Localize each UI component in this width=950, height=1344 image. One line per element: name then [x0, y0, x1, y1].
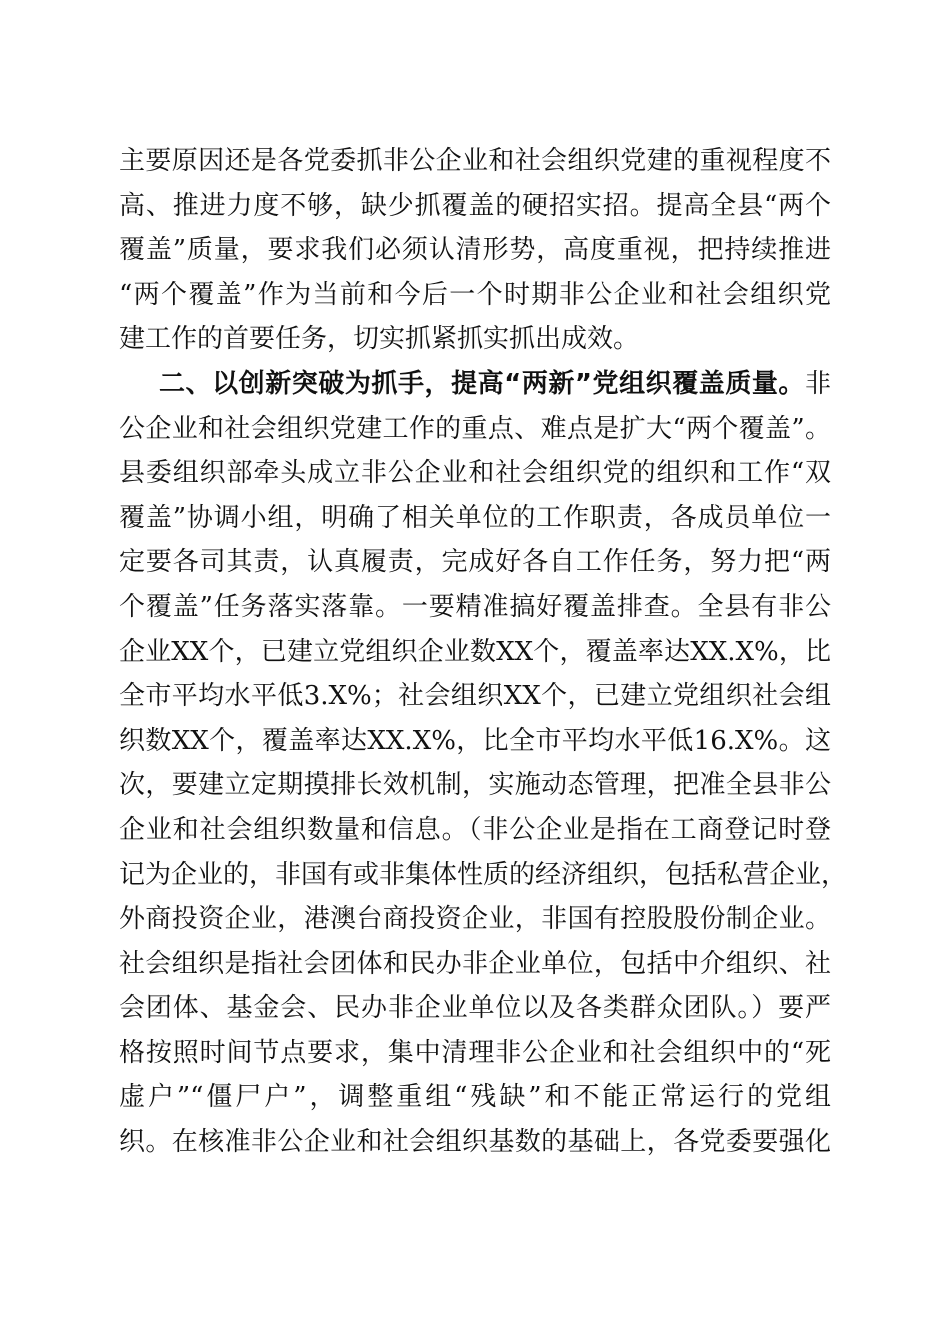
text-line: 格按照时间节点要求，集中清理非公企业和社会组织中的“死 — [119, 1037, 831, 1068]
text-line: 社会组织是指社会团体和民办非企业单位，包括中介组织、社 — [119, 948, 831, 979]
text-line: 次，要建立定期摸排长效机制，实施动态管理，把准全县非公 — [119, 770, 831, 801]
paragraph-1 — [119, 139, 831, 362]
text-line: 定要各司其责，认真履责，完成好各自工作任务，努力把“两 — [119, 547, 831, 578]
document-body — [119, 139, 848, 1165]
text-line: 企业和社会组织数量和信息。（非公企业是指在工商登记时登 — [119, 814, 831, 845]
text-line: 高、推进力度不够，缺少抓覆盖的硬招实招。提高全县“两个 — [119, 190, 831, 221]
text-line: 公企业和社会组织党建工作的重点、难点是扩大“两个覆盖”。 — [119, 413, 831, 444]
text-line: 覆盖”协调小组，明确了相关单位的工作职责，各成员单位一 — [119, 502, 831, 533]
text-line: 外商投资企业，港澳台商投资企业，非国有控股股份制企业。 — [119, 904, 831, 935]
text-line: 主要原因还是各党委抓非公企业和社会组织党建的重视程度不 — [119, 146, 831, 176]
text-line: 县委组织部牵头成立非公企业和社会组织党的组织和工作“双 — [119, 458, 831, 489]
heading-line-tail: 非 — [804, 368, 831, 399]
heading-line — [119, 362, 831, 407]
paragraph-2 — [119, 362, 848, 1165]
text-line: 个覆盖”任务落实落靠。一要精准搞好覆盖排查。全县有非公 — [119, 591, 831, 622]
text-line: 记为企业的，非国有或非集体性质的经济组织，包括私营企业， — [119, 859, 848, 890]
section-heading: 二、以创新突破为抓手，提高“两新”党组织覆盖质量。 — [159, 368, 805, 399]
text-line: “两个覆盖”作为当前和今后一个时期非公企业和社会组织党 — [119, 279, 831, 310]
text-line: 虚户”“僵尸户”，调整重组“残缺”和不能正常运行的党组 — [119, 1082, 831, 1113]
text-line: 织数XX个，覆盖率达XX.X%，比全市平均水平低16.X%。这 — [119, 725, 831, 756]
text-line: 全市平均水平低3.X%；社会组织XX个，已建立党组织社会组 — [119, 681, 831, 712]
text-line: 会团体、基金会、民办非企业单位以及各类群众团队。）要严 — [119, 993, 831, 1024]
text-line: 企业XX个，已建立党组织企业数XX个，覆盖率达XX.X%，比 — [119, 636, 831, 667]
text-line: 织。在核准非公企业和社会组织基数的基础上，各党委要强化 — [119, 1127, 831, 1158]
text-line: 建工作的首要任务，切实抓紧抓实抓出成效。 — [119, 324, 640, 355]
text-line: 覆盖”质量，要求我们必须认清形势，高度重视，把持续推进 — [119, 235, 831, 266]
